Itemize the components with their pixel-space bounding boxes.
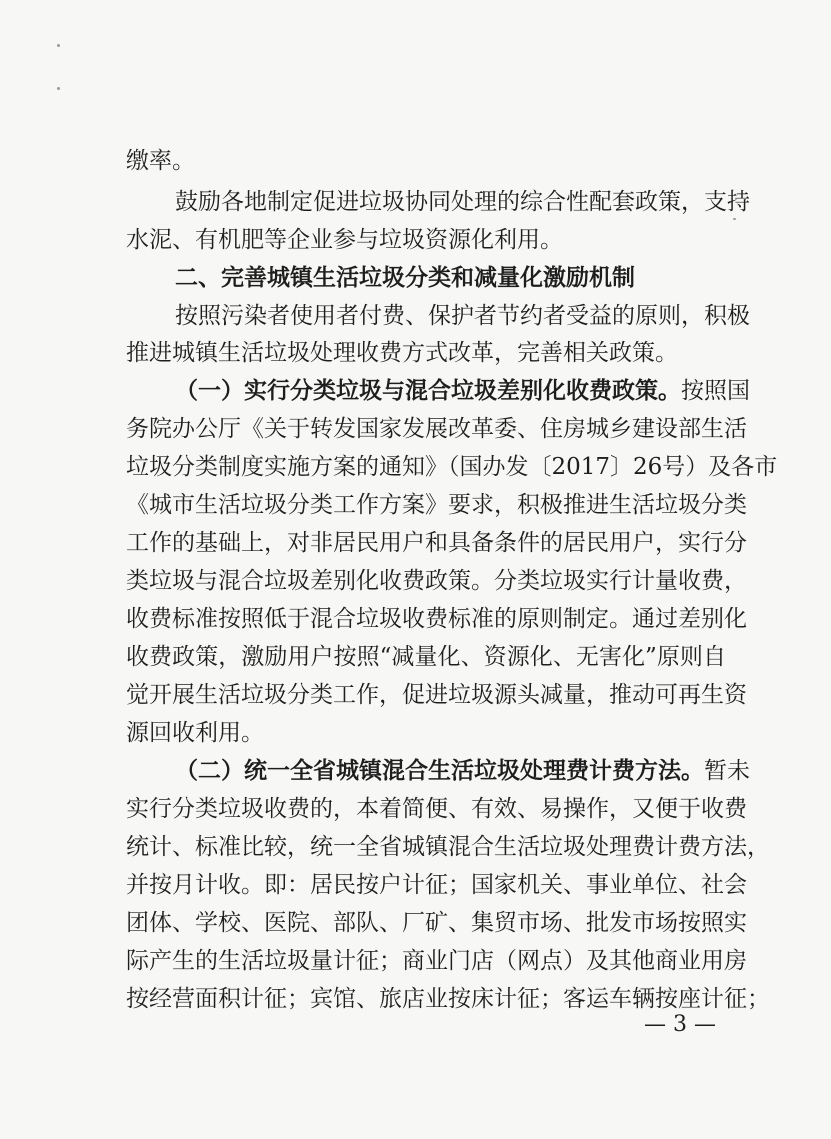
paragraph-line: 并按月计收。即：居民按户计征；国家机关、事业单位、社会 bbox=[126, 872, 747, 898]
paragraph-line: 按经营面积计征；宾馆、旅店业按床计征；客运车辆按座计征； bbox=[126, 986, 770, 1012]
paragraph-line: 工作的基础上，对非居民用户和具备条件的居民用户，实行分 bbox=[126, 530, 747, 556]
subsection-heading: （一）实行分类垃圾与混合垃圾差别化收费政策。 bbox=[175, 378, 681, 404]
paragraph-line: 觉开展生活垃圾分类工作，促进垃圾源头减量，推动可再生资 bbox=[126, 682, 747, 708]
scan-speck bbox=[57, 87, 60, 90]
paragraph-line: 收费政策，激励用户按照“减量化、资源化、无害化”原则自 bbox=[126, 644, 726, 670]
paragraph-line: 际产生的生活垃圾量计征；商业门店（网点）及其他商业用房 bbox=[126, 948, 747, 974]
section-heading: 二、完善城镇生活垃圾分类和减量化激励机制 bbox=[175, 265, 635, 291]
paragraph-line: 鼓励各地制定促进垃圾协同处理的综合性配套政策，支持 bbox=[175, 189, 750, 215]
paragraph-line: 《城市生活垃圾分类工作方案》要求，积极推进生活垃圾分类 bbox=[126, 492, 747, 518]
paragraph-line bbox=[175, 756, 750, 786]
paragraph-line: 实行分类垃圾收费的，本着简便、有效、易操作，又便于收费 bbox=[126, 796, 747, 822]
paragraph-line: 务院办公厅《关于转发国家发展改革委、住房城乡建设部生活 bbox=[126, 416, 747, 442]
paragraph-line: 源回收利用。 bbox=[126, 720, 264, 746]
scan-speck bbox=[57, 44, 60, 47]
paragraph-line: 推进城镇生活垃圾处理收费方式改革，完善相关政策。 bbox=[126, 340, 678, 366]
paragraph-line: 缴率。 bbox=[126, 148, 195, 174]
paragraph-line: 垃圾分类制度实施方案的通知》（国办发〔2017〕26号）及各市 bbox=[126, 454, 778, 480]
paragraph-text: 暂未 bbox=[704, 758, 750, 784]
subsection-heading: （二）统一全省城镇混合生活垃圾处理费计费方法。 bbox=[175, 758, 704, 784]
paragraph-line: 水泥、有机肥等企业参与垃圾资源化利用。 bbox=[126, 227, 563, 253]
paragraph-line: 收费标准按照低于混合垃圾收费标准的原则制定。通过差别化 bbox=[126, 606, 747, 632]
scan-speck bbox=[733, 218, 736, 220]
paragraph-line: 按照污染者使用者付费、保护者节约者受益的原则，积极 bbox=[175, 303, 750, 329]
paragraph-line bbox=[175, 376, 750, 406]
paragraph-text: 按照国 bbox=[681, 378, 750, 404]
page-number: — 3 — bbox=[644, 1012, 716, 1037]
paragraph-line: 统计、标准比较，统一全省城镇混合生活垃圾处理费计费方法， bbox=[126, 834, 770, 860]
paragraph-line: 类垃圾与混合垃圾差别化收费政策。分类垃圾实行计量收费， bbox=[126, 568, 747, 594]
paragraph-line: 团体、学校、医院、部队、厂矿、集贸市场、批发市场按照实 bbox=[126, 910, 747, 936]
